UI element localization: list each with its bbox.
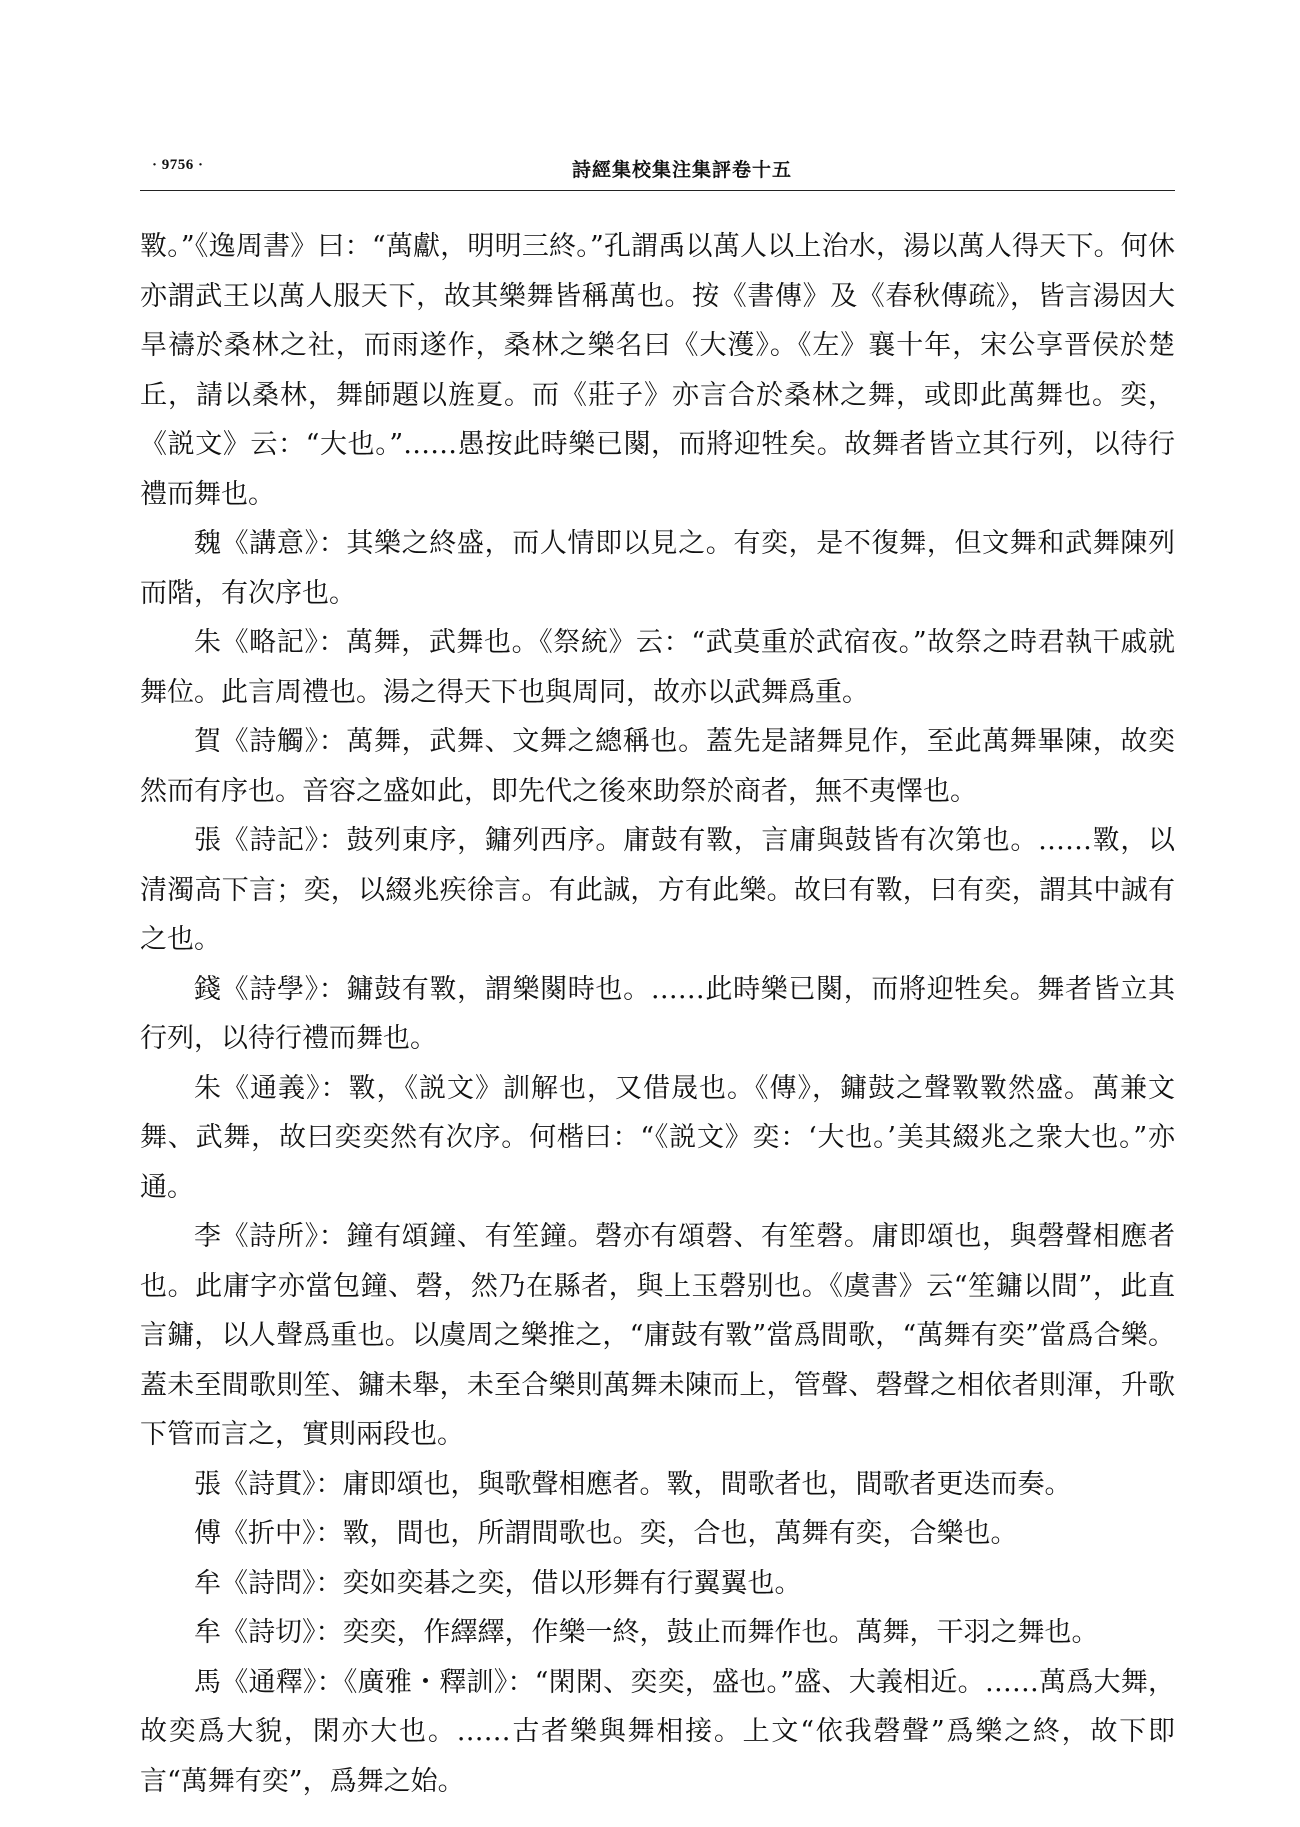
paragraph-zhu-lueji: 朱《略記》：萬舞，武舞也。《祭統》云：“武莫重於武宿夜。”故祭之時君執干戚就舞位。此言周禮也。湯之得天下也與周同，故亦以武舞爲重。: [140, 627, 1175, 708]
paragraph-zhang-shiji: 張《詩記》：鼓列東序，鏞列西序。庸鼓有斁，言庸與鼓皆有次第也。……斁，以清濁高下言；奕，以綴兆疾徐言。有此誠，方有此樂。故曰有斁，曰有奕，謂其中誠有之也。: [140, 825, 1175, 955]
paragraph-zhang-shiguan: 張《詩貫》：庸即頌也，與歌聲相應者。斁，間歌者也，間歌者更迭而奏。: [194, 1468, 1072, 1500]
paragraph-mou-shiqie: 牟《詩切》：奕奕，作繹繹，作樂一終，鼓止而舞作也。萬舞，干羽之舞也。: [194, 1617, 1099, 1648]
page-number: · 9756 ·: [152, 157, 204, 173]
paragraph-li-shisuo: 李《詩所》：鐘有頌鐘、有笙鐘。磬亦有頌磬、有笙磬。庸即頌也，與磬聲相應者也。此庸字亦當包鐘、磬，然乃在縣者，與上玉磬别也。《虞書》云“笙鏞以間”，此直言鏞，以人聲爲重也。以虞周之樂推之，“庸鼓有斁”當爲間歌，“萬舞有奕”當爲合樂。蓋未至間歌則笙、鏞未舉，未至合樂則萬舞未陳而上，管聲、磬聲之相依者則渾，升歌下管而言之，實則兩段也。: [140, 1221, 1175, 1450]
paragraph-wei-jiangyi: 魏《講意》：其樂之終盛，而人情即以見之。有奕，是不復舞，但文舞和武舞陳列而階，有次序也。: [140, 528, 1175, 609]
body-text: [140, 222, 1175, 1806]
paragraph-qian-shixue: 錢《詩學》：鏞鼓有斁，謂樂闋時也。……此時樂已闋，而將迎牲矣。舞者皆立其行列，以待行禮而舞也。: [140, 973, 1175, 1054]
paragraph-continuation: 斁。”《逸周書》曰：“萬獻，明明三終。”孔謂禹以萬人以上治水，湯以萬人得天下。何休亦謂武王以萬人服天下，故其樂舞皆稱萬也。按《書傳》及《春秋傳疏》，皆言湯因大旱禱於桑林之社，而雨遂作，桑林之樂名曰《大濩》。《左》襄十年，宋公享晋侯於楚丘，請以桑林，舞師題以旌夏。而《莊子》亦言合於桑林之舞，或即此萬舞也。奕，《説文》云：“大也。”……愚按此時樂已闋，而將迎牲矣。故舞者皆立其行列，以待行禮而舞也。: [140, 231, 1175, 510]
paragraph-he-shichu: 賀《詩觸》：萬舞，武舞、文舞之總稱也。蓋先是諸舞見作，至此萬舞畢陳，故奕然而有序也。音容之盛如此，即先代之後來助祭於商者，無不夷懌也。: [140, 726, 1175, 807]
page-header: [140, 148, 1175, 191]
paragraph-mou-shiwen: 牟《詩問》：奕如奕碁之奕，借以形舞有行翼翼也。: [194, 1567, 802, 1599]
paragraph-fu-zhezhong: 傅《折中》：斁，間也，所謂間歌也。奕，合也，萬舞有奕，合樂也。: [194, 1518, 1018, 1549]
running-title: 詩經集校集注集評卷十五: [571, 159, 792, 181]
paragraph-zhu-tongyi: 朱《通義》：斁，《説文》訓解也，又借晟也。《傳》，鏞鼓之聲斁斁然盛。萬兼文舞、武舞，故曰奕奕然有次序。何楷曰：“《説文》奕：‘大也。’美其綴兆之衆大也。”亦通。: [140, 1072, 1175, 1203]
paragraph-ma-tongshi: 馬《通釋》：《廣雅・釋訓》：“閑閑、奕奕，盛也。”盛、大義相近。……萬爲大舞，故奕爲大貌，閑亦大也。……古者樂與舞相接。上文“依我磬聲”爲樂之終，故下即言“萬舞有奕”，爲舞之始。: [140, 1666, 1175, 1797]
